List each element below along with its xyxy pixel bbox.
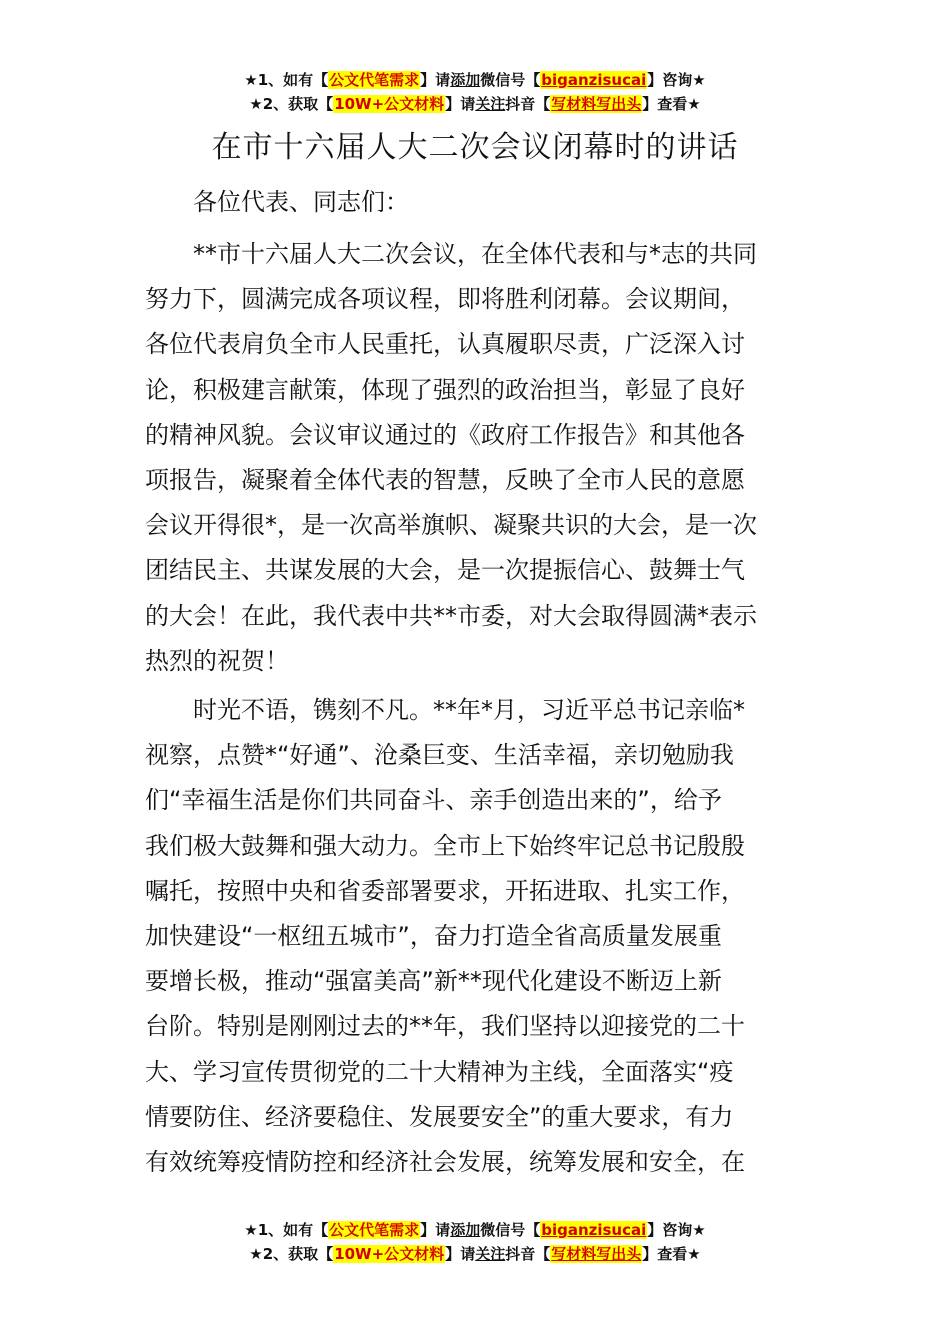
banner-text: ★2、获取【 [249,1245,334,1263]
banner-text: 抖音【 [505,1245,551,1263]
document-title: 在市十六届人大二次会议闭幕时的讲话 [211,130,739,165]
banner-line-1 [0,1218,950,1242]
banner-highlight: 10W+公文材料 [334,1245,445,1263]
banner-text: 】请 [445,95,476,113]
header-banner [0,68,950,116]
banner-highlight: 10W+公文材料 [334,95,445,113]
banner-text: ★1、如有【 [244,71,329,89]
banner-text: 微信号【 [480,1221,541,1239]
paragraph-line: 会议开得很*，是一次高举旗帜、凝聚共识的大会，是一次 [145,511,757,540]
banner-text: 】咨询★ [647,1221,706,1239]
paragraph-line: 视察，点赞*“好通”、沧桑巨变、生活幸福，亲切勉励我 [145,741,734,770]
banner-text: ★2、获取【 [249,95,334,113]
banner-highlight: 写材料写出头 [551,95,642,113]
banner-text: 】查看★ [642,95,701,113]
banner-highlight: biganzisucai [541,71,647,89]
paragraph-line: 各位代表肩负全市人民重托，认真履职尽责，广泛深入讨 [145,330,745,359]
paragraph-line: 要增长极，推动“强富美高”新**现代化建设不断迈上新 [145,967,722,996]
paragraph-line: 论，积极建言献策，体现了强烈的政治担当，彰显了良好 [145,375,745,404]
banner-text: 】请 [420,71,451,89]
paragraph-line: 时光不语，镌刻不凡。**年*月，习近平总书记亲临* [193,696,745,724]
banner-highlight: biganzisucai [541,1221,647,1239]
paragraph-line: 们“幸福生活是你们共同奋斗、亲手创造出来的”，给予 [145,786,722,815]
banner-text: 】请 [420,1221,451,1239]
paragraph-line: 的大会！在此，我代表中共**市委，对大会取得圆满*表示 [145,601,757,630]
footer-banner [0,1218,950,1266]
banner-text: 】咨询★ [647,71,706,89]
banner-text: 微信号【 [480,71,541,89]
paragraph-line: 项报告，凝聚着全体代表的智慧，反映了全市人民的意愿 [145,466,745,495]
paragraph-line: 台阶。特别是刚刚过去的**年，我们坚持以迎接党的二十 [145,1012,745,1041]
banner-emphasis: 添加 [450,1221,481,1239]
paragraph-line: **市十六届人大二次会议，在全体代表和与*志的共同 [193,240,757,268]
paragraph-line: 大、学习宣传贯彻党的二十大精神为主线，全面落实“疫 [145,1057,734,1086]
banner-highlight: 写材料写出头 [551,1245,642,1263]
paragraph-line: 我们极大鼓舞和强大动力。全市上下始终牢记总书记殷殷 [145,831,745,860]
paragraph-line: 有效统筹疫情防控和经济社会发展，统筹发展和安全，在 [145,1148,745,1177]
paragraph-line: 热烈的祝贺！ [145,646,289,675]
banner-text: 】查看★ [642,1245,701,1263]
paragraph-1 [145,232,809,684]
paragraph-line: 情要防住、经济要稳住、发展要安全”的重大要求，有力 [145,1102,734,1131]
paragraph-line: 嘱托，按照中央和省委部署要求，开拓进取、扎实工作， [145,876,745,905]
banner-text: 抖音【 [505,95,551,113]
banner-emphasis: 添加 [450,71,481,89]
banner-line-2 [0,1242,950,1266]
salutation: 各位代表、同志们： [193,188,409,216]
banner-line-1 [0,68,950,92]
banner-text: ★1、如有【 [244,1221,329,1239]
banner-emphasis: 关注 [475,95,506,113]
banner-line-2 [0,92,950,116]
paragraph-line: 努力下，圆满完成各项议程，即将胜利闭幕。会议期间， [145,285,745,314]
paragraph-2 [145,688,809,1185]
paragraph-line: 加快建设“一枢纽五城市”，奋力打造全省高质量发展重 [145,922,722,951]
paragraph-line: 的精神风貌。会议审议通过的《政府工作报告》和其他各 [145,420,745,449]
banner-highlight: 公文代笔需求 [329,1221,420,1239]
banner-emphasis: 关注 [475,1245,506,1263]
banner-highlight: 公文代笔需求 [329,71,420,89]
banner-text: 】请 [445,1245,476,1263]
paragraph-line: 团结民主、共谋发展的大会，是一次提振信心、鼓舞士气 [145,556,745,585]
